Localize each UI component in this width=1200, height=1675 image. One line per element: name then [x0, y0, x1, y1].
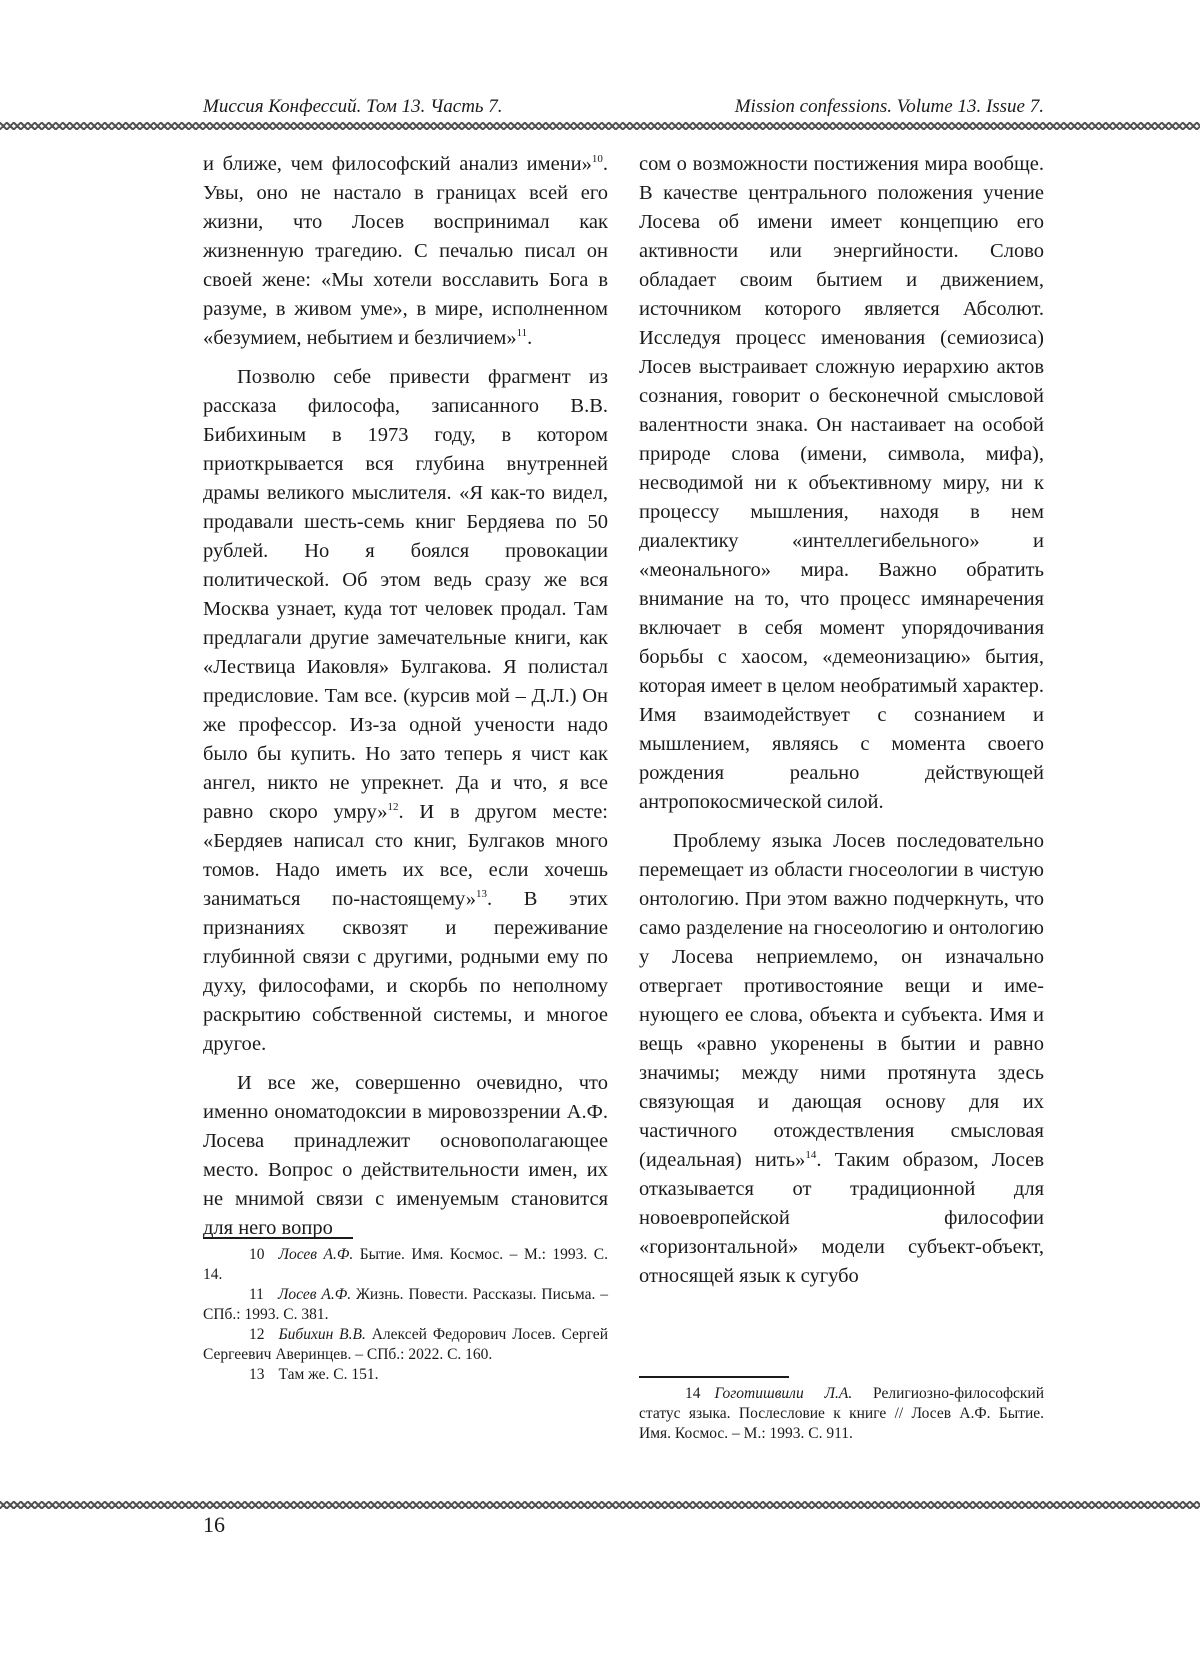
footnote-13	[203, 1365, 608, 1385]
right-text-column	[639, 150, 1044, 1291]
footnote-ref-10: 10	[592, 153, 603, 165]
text-run: и ближе, чем философский анализ име­ни»	[203, 153, 592, 175]
footnote-number: 10	[249, 1246, 265, 1263]
footnote-ref-12: 12	[388, 801, 399, 813]
footnote-number: 14	[685, 1385, 701, 1402]
footnotes-right	[639, 1384, 1044, 1444]
footnote-rule-left	[203, 1237, 353, 1239]
running-header	[203, 96, 1044, 120]
left-paragraph-2	[203, 363, 608, 1059]
text-run: . Таким образом, Лосев отказывается от тради­ционной для новоевропейской фило­софии «горизонтальной» модели субъ­ект-объект, относящей язык к сугубо	[639, 1149, 1044, 1287]
text-run: Проблему языка Лосев последова­тельно перемещает из области гносео­логии в чистую онтологию. При этом важно подчеркнуть, что само разде­ление на гносеологию и онтологию у Лосева неприемлемо, он изначально отвергает противостояние вещи и име­нующего ее слова, объекта и субъекта. Имя и вещь «равно укоренены в бытии и равно значимы; между ними протя­нута здесь связующая и дающая осно­ву для их частичного отождествления смысловая (идеальная) нить»	[639, 830, 1044, 1171]
text-run: . Увы, оно не настало в границах всей его жизни, что Лосев воспринимал как жизненную трагедию. С печалью писал он своей жене: «Мы хотели вос­славить Бога в разуме, в живом уме», в мире, исполненном «безумием, небыти­ем и безличием»	[203, 153, 608, 349]
footnote-text: Жизнь. Повести. Рассказы. Письма. – СПб.: 1993. С. 381.	[203, 1286, 608, 1323]
text-run: .	[527, 327, 532, 349]
header-ornament-divider	[0, 122, 1200, 130]
left-paragraph-3: И все же, совершенно очевидно, что именно ономатодоксии в мировоззре­нии А.Ф. Лосева принадлежит осново­полагающее место. Вопрос о действи­тельности имен, их не мнимой связи с именуемым становится для него вопро­	[203, 1069, 608, 1243]
right-paragraph-1: сом о возможности постижения мира вообще. В качестве центрального по­ложения учение Лосева об имени имеет концепцию его активности или энер­гийности. Слово обладает своим быти­ем и движением, источником которого является Абсолют. Исследуя процесс именования (семиозиса) Лосев выстра­ивает сложную иерархию актов созна­ния, говорит о бесконечной смысловой валентности знака. Он настаивает на особой природе слова (имени, символа, мифа), несводимой ни к объективному миру, ни к процессу мышления, нахо­дя в нем диалектику «интеллегибель­ного» и «меонального» мира. Важно обратить внимание на то, что процесс имянаречения включает в себя момент упорядочивания борьбы с хаосом, «де­меонизацию» бытия, которая имеет в целом необратимый характер. Имя вза­имодействует с сознанием и мышлени­ем, являясь с момента своего рождения реально действующей антропокосмиче­ской силой.	[639, 150, 1044, 817]
footnote-author: Бибихин В.В.	[279, 1326, 366, 1343]
footnote-text: Там же. С. 151.	[279, 1366, 379, 1383]
footnote-text: Бытие. Имя. Космос. – М.: 1993. С. 14.	[203, 1246, 608, 1283]
footnote-ref-11: 11	[517, 327, 528, 339]
footnote-text: Религиозно-фи­лософский статус языка. Послесловие к книге // Лосев А.Ф. Бытие. Имя. Космос. – М.: 1993. С. 911.	[639, 1385, 1044, 1442]
header-journal-ru: Миссия Конфессий. Том 13. Часть 7.	[203, 96, 503, 118]
text-run: . В этих признаниях сквозят и переживание глубинной связи с други­ми, родными ему по духу, философами, и скорбь по неполному раскрытию соб­ственной системы, и многое другое.	[203, 888, 608, 1055]
footnote-number: 13	[249, 1366, 265, 1383]
header-journal-en: Mission confessions. Volume 13. Issue 7.	[735, 96, 1044, 118]
footer-ornament-divider	[0, 1501, 1200, 1509]
left-paragraph-1	[203, 150, 608, 353]
footnotes-left	[203, 1245, 608, 1385]
footnote-11	[203, 1285, 608, 1325]
footnote-10	[203, 1245, 608, 1285]
left-text-column	[203, 150, 608, 1243]
footnote-number: 12	[249, 1326, 265, 1343]
text-run: Позволю себе привести фрагмент из рассказа философа, записанного В.В. Бибихиным в 1973 году, в котором приоткрывается вся глубина внутрен­ней драмы великого мыслителя. «Я как-то видел, продавали шесть-семь книг Бердяева по 50 рублей. Но я боялся про­вокации политической. Об этом ведь сразу же вся Москва узнает, куда тот человек продал. Там предлагали другие замечательные книги, как «Лествица Иаковля» Булгакова. Я полистал преди­словие. Там все. (курсив мой – Д.Л.) Он же профессор. Из-за одной учености надо было бы купить. Но зато теперь я чист как ангел, никто не упрекнет. Да и что, я все равно скоро умру»	[203, 366, 608, 823]
page-number: 16	[203, 1512, 225, 1538]
footnote-author: Лосев А.Ф.	[278, 1286, 351, 1303]
footnote-author: Гоготишвили Л.А.	[715, 1385, 853, 1402]
footnote-rule-right	[639, 1376, 789, 1378]
footnote-12	[203, 1325, 608, 1365]
footnote-number: 11	[249, 1286, 264, 1303]
footnote-ref-14: 14	[805, 1149, 816, 1161]
text-run: . И в дру­гом месте: «Бердяев написал сто книг, Булгаков много томов. Надо иметь их все, если хочешь заниматься по-насто­ящему»	[203, 801, 608, 910]
footnote-ref-13: 13	[476, 888, 487, 900]
footnote-text: Алексей Федорович Лосев. Сергей Сергеевич Аверинцев. – СПб.: 2022. С. 160.	[203, 1326, 608, 1363]
right-paragraph-2	[639, 827, 1044, 1291]
footnote-14	[639, 1384, 1044, 1444]
footnote-author: Лосев А.Ф.	[279, 1246, 354, 1263]
